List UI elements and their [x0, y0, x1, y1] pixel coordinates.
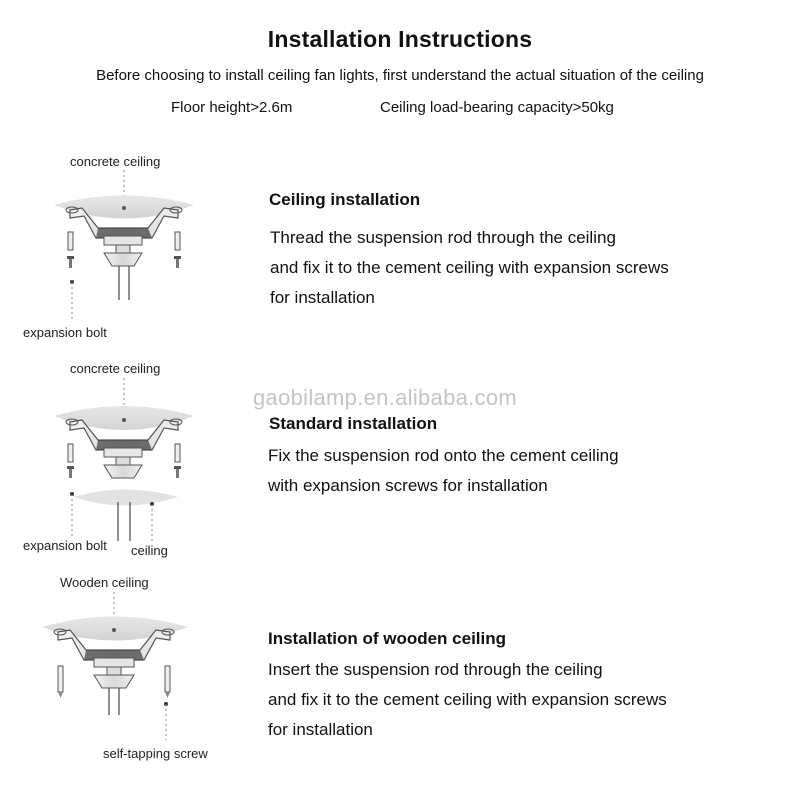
wooden-ceiling-diagram	[30, 590, 210, 750]
wooden-installation-line-3: for installation	[268, 720, 373, 739]
wooden-installation-title: Installation of wooden ceiling	[268, 629, 507, 648]
standard-installation-line-2: with expansion screws for installation	[268, 476, 548, 495]
expansion-bolt-label-2: expansion bolt	[23, 538, 107, 553]
standard-installation-line-1: Fix the suspension rod onto the cement ceiling	[268, 446, 619, 465]
ceiling-installation-diagram	[40, 168, 210, 328]
watermark: gaobilamp.en.alibaba.com	[253, 385, 518, 410]
ceiling-installation-line-1: Thread the suspension rod through the ceiling	[270, 228, 616, 247]
load-capacity-requirement: Ceiling load-bearing capacity>50kg	[380, 99, 614, 116]
wooden-ceiling-label: Wooden ceiling	[60, 575, 149, 590]
self-tapping-screw-label: self-tapping screw	[103, 746, 208, 761]
ceiling-installation-line-2: and fix it to the cement ceiling with expansion screws	[270, 258, 669, 277]
standard-installation-diagram	[40, 376, 210, 546]
concrete-ceiling-label-2: concrete ceiling	[70, 361, 161, 376]
wooden-installation-line-1: Insert the suspension rod through the ceiling	[268, 660, 603, 679]
expansion-bolt-label-1: expansion bolt	[23, 325, 107, 340]
wooden-installation-line-2: and fix it to the cement ceiling with expansion screws	[268, 690, 667, 709]
concrete-ceiling-label-1: concrete ceiling	[70, 154, 161, 169]
page-title: Installation Instructions	[267, 26, 533, 52]
ceiling-installation-line-3: for installation	[270, 288, 375, 307]
ceiling-installation-title: Ceiling installation	[269, 190, 421, 209]
floor-height-requirement: Floor height>2.6m	[171, 99, 293, 116]
ceiling-label: ceiling	[131, 543, 168, 558]
standard-installation-title: Standard installation	[269, 414, 438, 433]
page-subtitle: Before choosing to install ceiling fan lights, first understand the actual situation of the ceiling	[96, 67, 704, 84]
